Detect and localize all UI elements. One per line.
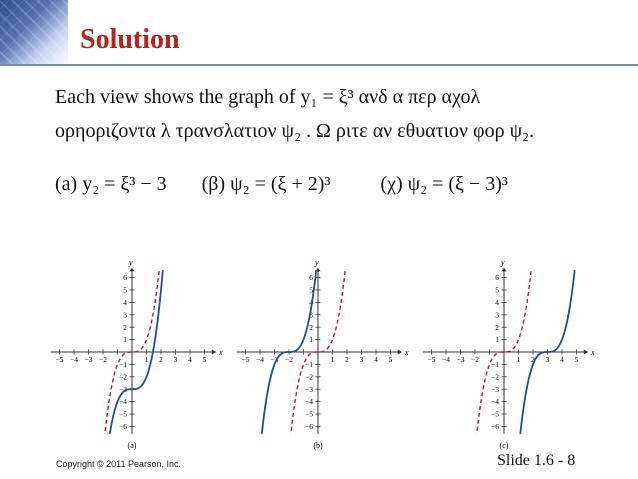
y-tick-label: −5 <box>305 409 313 419</box>
y-axis-arrow <box>502 268 507 272</box>
graph-caption: (b) <box>313 441 323 450</box>
y-tick-label: −2 <box>305 372 313 382</box>
y-tick-label: −1 <box>491 360 499 369</box>
graph-3 <box>423 240 595 455</box>
y-tick-label: −2 <box>491 372 499 382</box>
y-axis-label: y <box>501 258 505 268</box>
y-tick-label: 2 <box>123 322 127 332</box>
y-tick-label: 1 <box>123 335 127 345</box>
x-tick-label: 5 <box>574 355 579 364</box>
x-tick-label: −2 <box>471 355 479 364</box>
y-tick-label: −3 <box>119 384 127 394</box>
slide-number: Slide 1.6 - 8 <box>497 452 576 469</box>
problem-text-line-1: Each view shows the graph of y₁ = ξ³ ανδ α περ αχολ <box>55 86 481 108</box>
x-tick-label: 2 <box>531 355 535 364</box>
x-axis-label: x <box>591 348 595 357</box>
x-tick-label: 1 <box>516 355 521 364</box>
y-tick-label: 1 <box>495 335 499 345</box>
x-tick-label: 3 <box>173 355 178 364</box>
y-tick-label: 6 <box>309 273 313 283</box>
y-tick-label: 6 <box>495 273 499 283</box>
y-tick-label: 6 <box>123 273 127 283</box>
x-tick-label: 5 <box>202 355 207 364</box>
x-tick-label: −4 <box>256 355 264 364</box>
y-axis-arrow <box>130 268 135 272</box>
x-tick-label: −2 <box>99 355 107 364</box>
y-tick-label: −5 <box>119 409 127 419</box>
x-tick-label: 2 <box>345 355 349 364</box>
y-tick-label: 2 <box>309 322 313 332</box>
y-tick-label: −6 <box>119 422 127 431</box>
x-tick-label: 1 <box>330 355 335 364</box>
x-tick-label: 4 <box>560 355 564 364</box>
graphs-panel <box>50 240 610 455</box>
y-axis-label: y <box>129 258 133 268</box>
y-tick-label: −3 <box>491 384 499 394</box>
graph-caption: (a) <box>127 441 137 450</box>
y-axis-label: y <box>315 258 319 268</box>
x-tick-label: −3 <box>84 355 93 364</box>
y-tick-label: −4 <box>491 397 499 407</box>
y-tick-label: −6 <box>491 422 499 431</box>
x-tick-label: 4 <box>374 355 378 364</box>
y-tick-label: 3 <box>309 310 313 320</box>
y-tick-label: −6 <box>305 422 313 431</box>
x-tick-label: 4 <box>188 355 192 364</box>
title-divider <box>0 64 638 66</box>
y-tick-label: 3 <box>123 310 127 320</box>
x-axis-arrow <box>584 350 588 355</box>
y-tick-label: 3 <box>495 310 499 320</box>
slide-title: Solution <box>80 24 180 55</box>
y-tick-label: −3 <box>305 384 313 394</box>
graph-caption: (c) <box>499 441 509 450</box>
copyright-text: Copyright © 2011 Pearson, Inc. <box>56 459 182 469</box>
x-tick-label: 2 <box>159 355 163 364</box>
x-tick-label: 3 <box>359 355 364 364</box>
brand-decoration <box>0 0 68 66</box>
y-tick-label: 4 <box>123 298 127 307</box>
x-tick-label: −5 <box>241 355 250 364</box>
graph-1 <box>51 240 223 455</box>
y-tick-label: 5 <box>123 285 127 295</box>
y-tick-label: −2 <box>119 372 127 382</box>
y-tick-label: −1 <box>305 360 313 369</box>
y-tick-label: 4 <box>495 298 499 307</box>
y-tick-label: 1 <box>309 335 313 345</box>
y-tick-label: 5 <box>495 285 499 295</box>
y-tick-label: −4 <box>305 397 313 407</box>
x-tick-label: −2 <box>285 355 293 364</box>
x-axis-arrow <box>212 350 216 355</box>
graph-2 <box>237 240 409 455</box>
x-tick-label: −4 <box>442 355 450 364</box>
y-tick-label: −1 <box>119 360 127 369</box>
x-tick-label: 1 <box>144 355 149 364</box>
x-tick-label: −5 <box>427 355 436 364</box>
y-tick-label: 4 <box>309 298 313 307</box>
x-tick-label: −5 <box>55 355 64 364</box>
answers-line: (a) y₂ = ξ³ − 3 (β) ψ₂ = (ξ + 2)³ (χ) ψ₂ = (ξ − 3)³ <box>55 173 508 195</box>
y-tick-label: 5 <box>309 285 313 295</box>
x-axis-label: x <box>405 348 409 357</box>
y-tick-label: 2 <box>495 322 499 332</box>
x-tick-label: −4 <box>70 355 78 364</box>
x-tick-label: −3 <box>456 355 465 364</box>
x-tick-label: 3 <box>545 355 550 364</box>
x-axis-label: x <box>219 348 223 357</box>
y-tick-label: −4 <box>119 397 127 407</box>
problem-text-line-2: ορηοριζοντα λ τρανσλατιον ψ₂ . Ω ριτε αν εθυατιον φορ ψ₂. <box>55 120 535 142</box>
x-axis-arrow <box>398 350 402 355</box>
y-tick-label: −5 <box>491 409 499 419</box>
x-tick-label: −3 <box>270 355 279 364</box>
x-tick-label: 5 <box>388 355 393 364</box>
